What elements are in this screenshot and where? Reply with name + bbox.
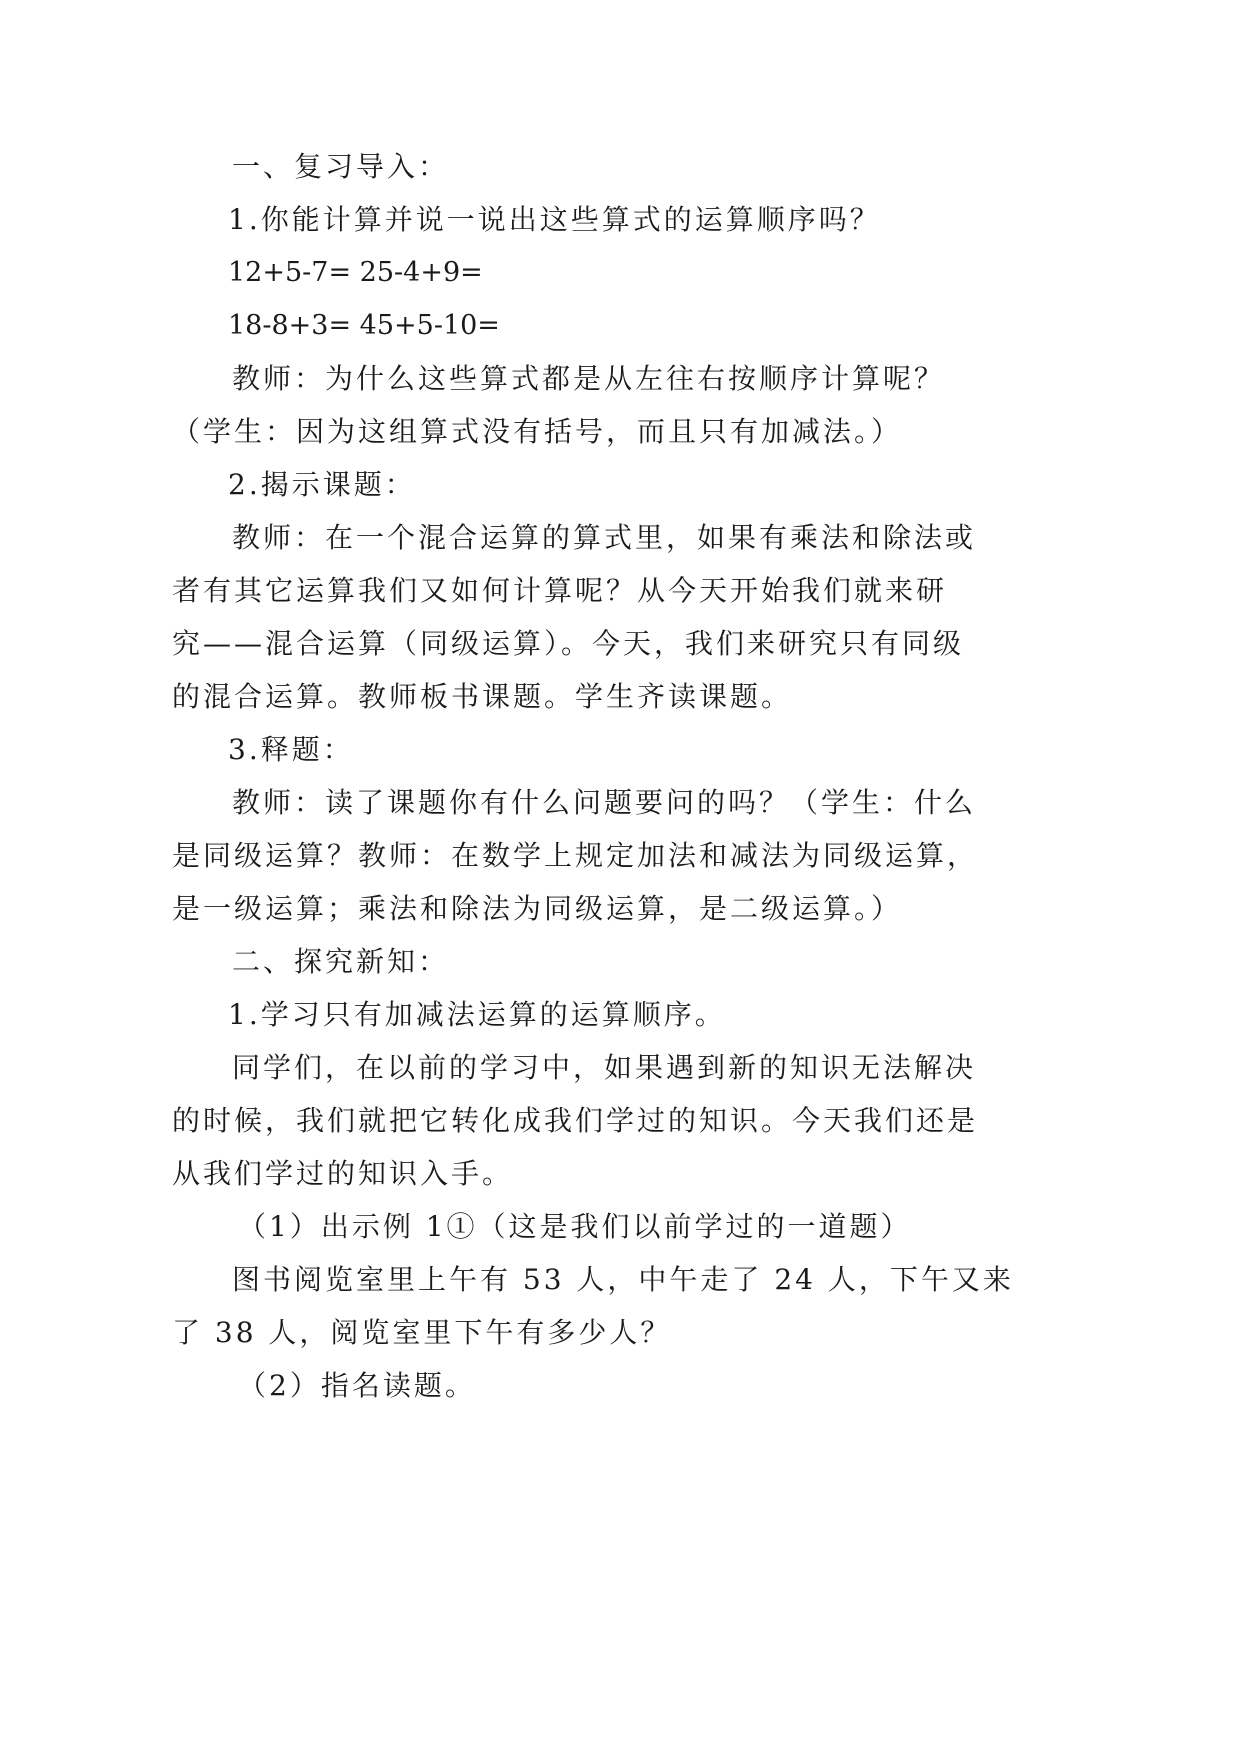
paragraph-line: 1.学习只有加减法运算的运算顺序。 [228,998,726,1031]
section-heading-explore: 二、探究新知： [232,945,450,978]
paragraph-line: 了 38 人，阅览室里下午有多少人？ [172,1316,672,1349]
paragraph-line: 究——混合运算（同级运算）。今天，我们来研究只有同级 [172,627,965,660]
paragraph-line: 从我们学过的知识入手。 [172,1157,514,1190]
paragraph-line: 是一级运算；乘法和除法为同级运算，是二级运算。） [172,892,903,925]
paragraph-line: 教师：为什么这些算式都是从左往右按顺序计算呢？ [232,362,946,395]
paragraph-line: 教师：读了课题你有什么问题要问的吗？（学生：什么 [232,786,977,819]
section-heading-review: 一、复习导入： [232,150,450,183]
paragraph-line: 的混合运算。教师板书课题。学生齐读课题。 [172,680,793,713]
paragraph-line: （1）出示例 1①（这是我们以前学过的一道题） [238,1210,912,1243]
paragraph-line: （学生：因为这组算式没有括号，而且只有加减法。） [172,415,903,448]
formula-line: 18-8+3= 45+5-10= [228,310,500,341]
paragraph-line: 同学们，在以前的学习中，如果遇到新的知识无法解决 [232,1051,977,1084]
paragraph-line: 教师：在一个混合运算的算式里，如果有乘法和除法或 [232,521,977,554]
paragraph-line: 图书阅览室里上午有 53 人，中午走了 24 人，下午又来 [232,1263,1014,1296]
paragraph-line: 是同级运算？教师：在数学上规定加法和减法为同级运算， [172,839,979,872]
paragraph-line: 1.你能计算并说一说出这些算式的运算顺序吗？ [228,203,881,236]
paragraph-line: 者有其它运算我们又如何计算呢？从今天开始我们就来研 [172,574,948,607]
paragraph-line: 2.揭示课题： [228,468,416,501]
paragraph-line: 3.释题： [228,733,354,766]
formula-line: 12+5-7= 25-4+9= [228,257,483,288]
paragraph-line: （2）指名读题。 [238,1369,476,1402]
paragraph-line: 的时候，我们就把它转化成我们学过的知识。今天我们还是 [172,1104,979,1137]
